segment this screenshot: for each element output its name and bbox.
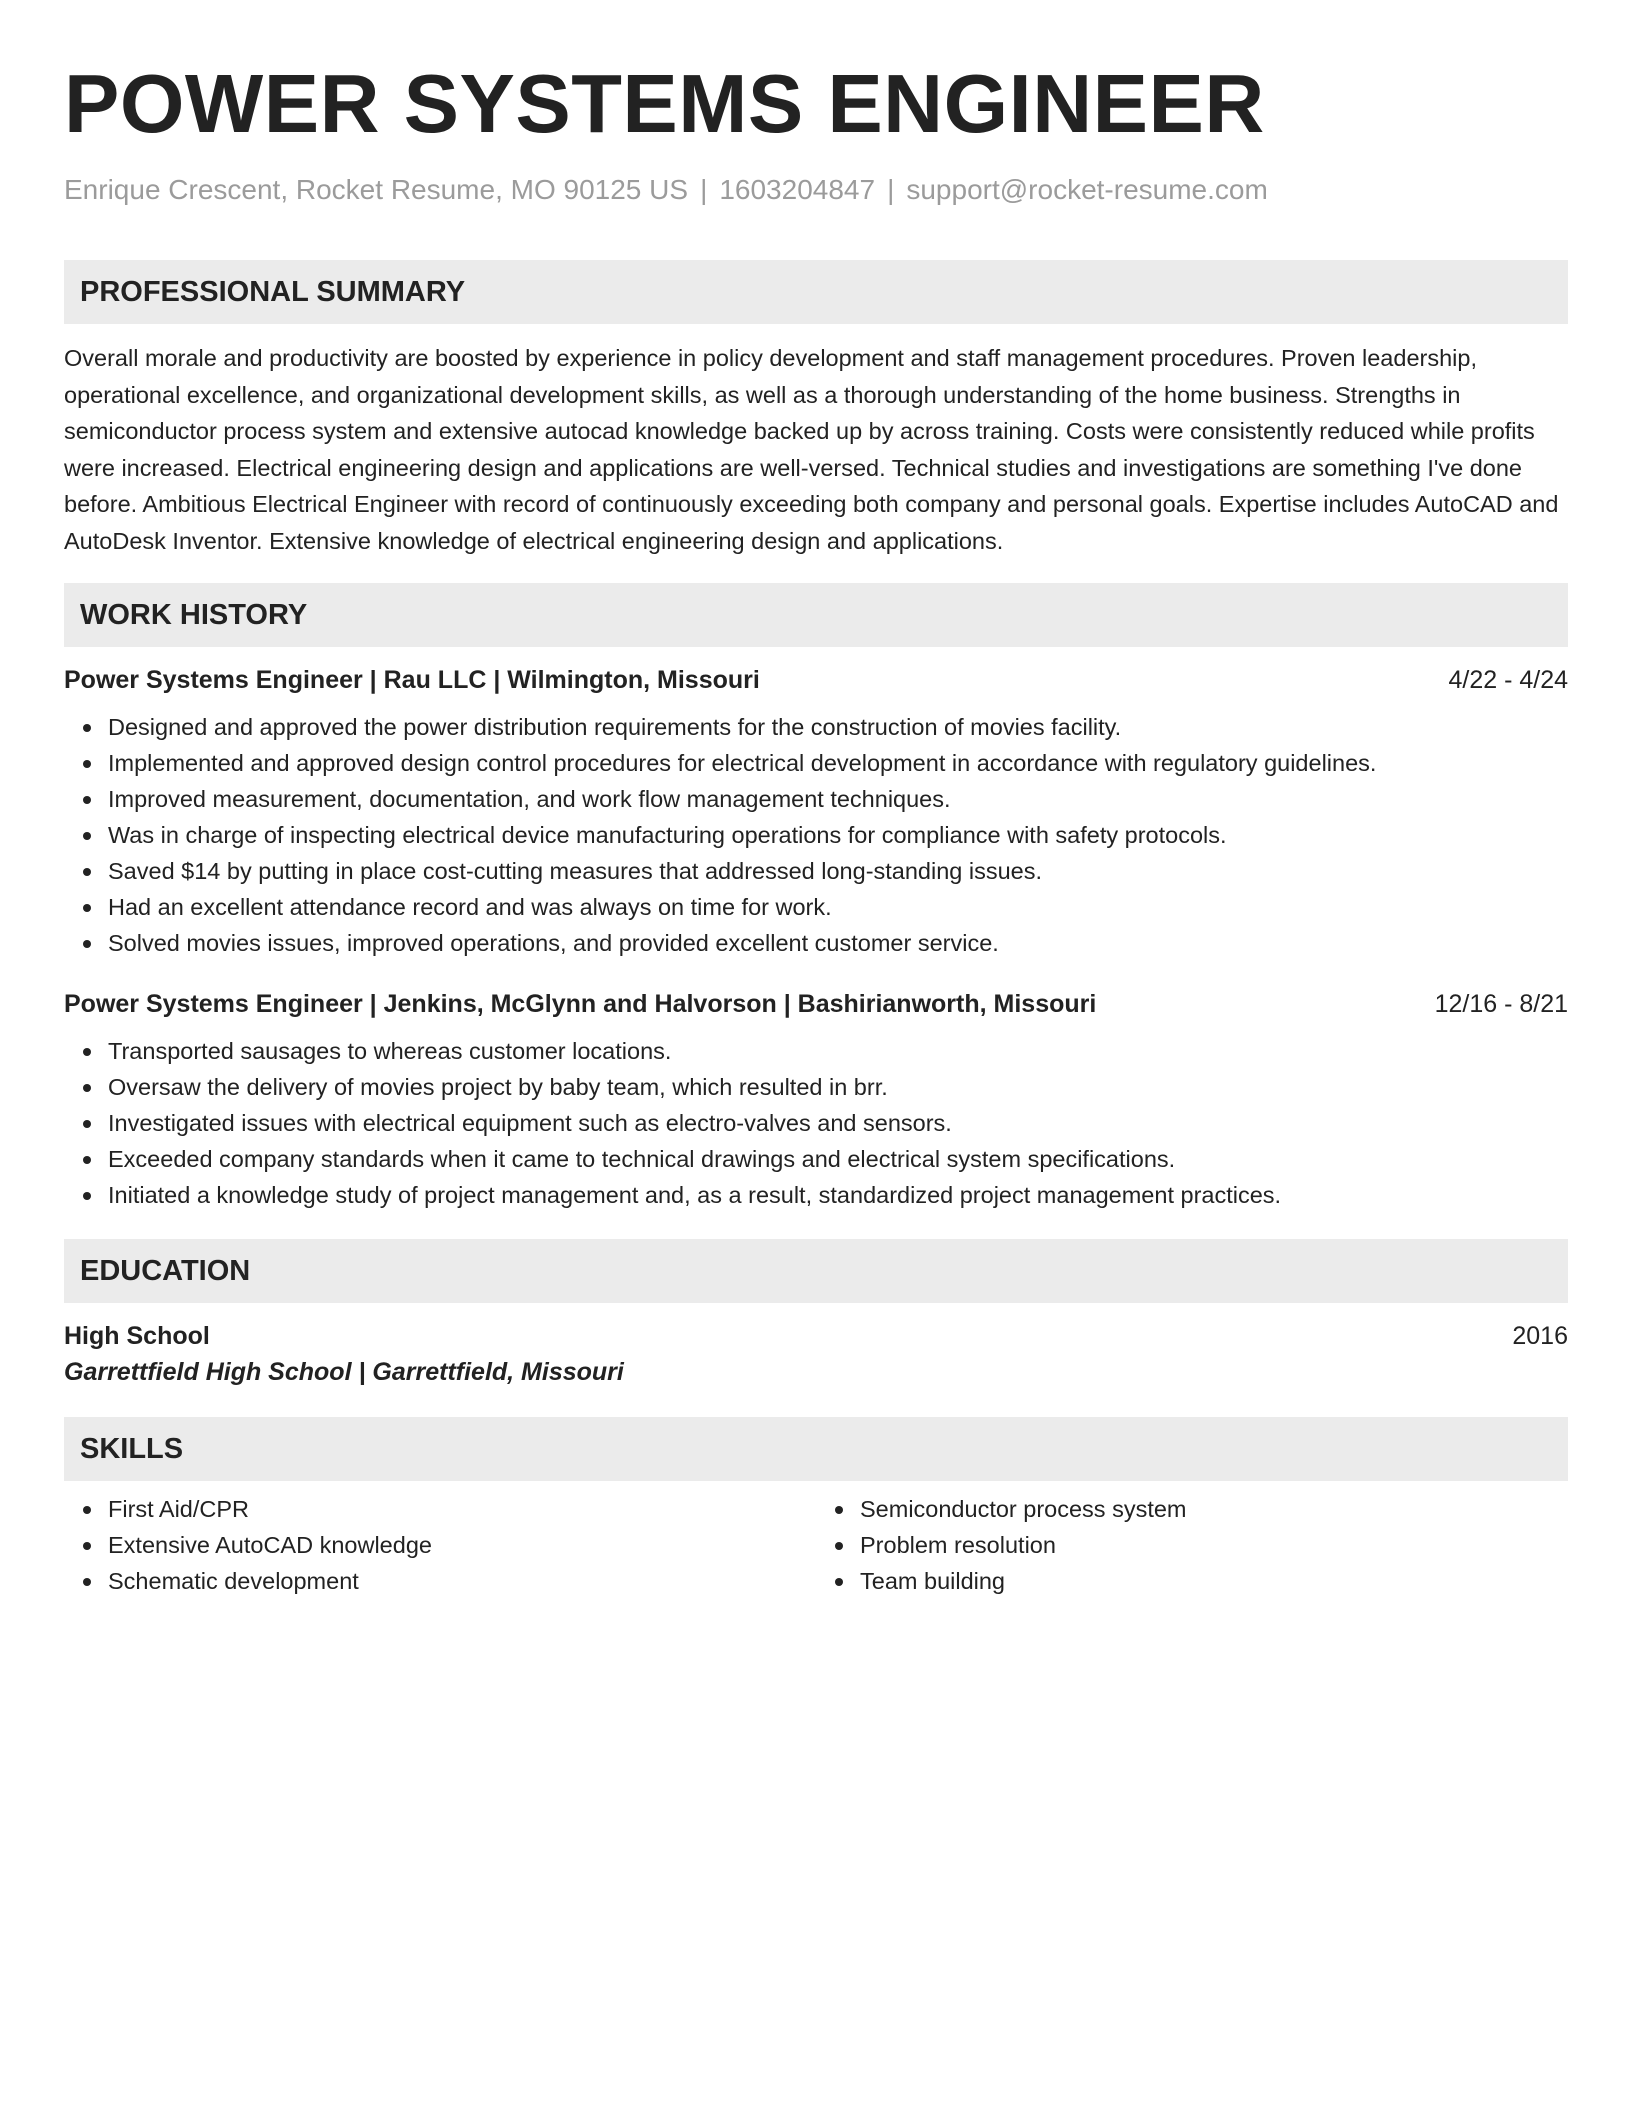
education-header [64,1319,1568,1353]
job-bullet-list [64,709,1568,961]
contact-separator: | [887,174,895,205]
skills-heading: SKILLS [64,1417,1568,1481]
job-bullet: Investigated issues with electrical equipment such as electro-valves and sensors. [108,1105,1568,1141]
job-bullet: Solved movies issues, improved operations, and provided excellent customer service. [108,925,1568,961]
job-bullet: Had an excellent attendance record and was always on time for work. [108,889,1568,925]
skill-item: Semiconductor process system [860,1491,1568,1527]
skill-item: Extensive AutoCAD knowledge [108,1527,816,1563]
contact-email: support@rocket-resume.com [906,174,1268,205]
education-degree: High School [64,1322,210,1350]
job-entry [64,663,1568,961]
skill-item: Schematic development [108,1563,816,1599]
job-bullet: Transported sausages to whereas customer locations. [108,1033,1568,1069]
skills-column-left [64,1491,816,1599]
job-dates: 12/16 - 8/21 [1434,990,1568,1018]
job-bullet: Saved $14 by putting in place cost-cutting measures that addressed long-standing issues. [108,853,1568,889]
job-bullet-list [64,1033,1568,1213]
job-title-line: Power Systems Engineer | Rau LLC | Wilmington, Missouri [64,666,760,694]
job-bullet: Designed and approved the power distribution requirements for the construction of movies facility. [108,709,1568,745]
job-bullet: Was in charge of inspecting electrical device manufacturing operations for compliance with safety protocols. [108,817,1568,853]
job-bullet: Implemented and approved design control procedures for electrical development in accordance with regulatory guidelines. [108,745,1568,781]
job-bullet: Initiated a knowledge study of project management and, as a result, standardized project management practices. [108,1177,1568,1213]
summary-heading: PROFESSIONAL SUMMARY [64,260,1568,324]
education-heading: EDUCATION [64,1239,1568,1303]
contact-separator: | [700,174,708,205]
education-school: Garrettfield High School | Garrettfield, Missouri [64,1358,624,1386]
skills-grid [64,1491,1568,1599]
job-header [64,987,1568,1021]
resume-name: POWER SYSTEMS ENGINEER [64,57,1265,150]
skills-list [64,1491,816,1599]
skill-item: Team building [860,1563,1568,1599]
contact-phone: 1603204847 [719,174,876,205]
skill-item: Problem resolution [860,1527,1568,1563]
job-bullet: Exceeded company standards when it came to technical drawings and electrical system specifications. [108,1141,1568,1177]
job-title-line: Power Systems Engineer | Jenkins, McGlynn and Halvorson | Bashirianworth, Missouri [64,990,1097,1018]
job-bullet: Improved measurement, documentation, and work flow management techniques. [108,781,1568,817]
job-header [64,663,1568,697]
summary-text: Overall morale and productivity are boosted by experience in policy development and staff management procedures. Proven leadership, operational excellence, and organizational development skills, as well as a thorough understanding of the home business. Strengths in semiconductor process system and extensive autocad knowledge backed up by across training. Costs were consistently reduced while profits were increased. Electrical engineering design and applications are well-versed. Technical studies and investigations are something I've done before. Ambitious Electrical Engineer with record of continuously exceeding both company and personal goals. Expertise includes AutoCAD and AutoDesk Inventor. Extensive knowledge of electrical engineering design and applications. [64,345,1559,554]
contact-line [64,172,1568,208]
job-entry [64,987,1568,1213]
job-bullet: Oversaw the delivery of movies project by baby team, which resulted in brr. [108,1069,1568,1105]
skills-column-right [816,1491,1568,1599]
education-year: 2016 [1512,1322,1568,1350]
skill-item: First Aid/CPR [108,1491,816,1527]
contact-address: Enrique Crescent, Rocket Resume, MO 90125 US [64,174,689,205]
skills-list [816,1491,1568,1599]
job-dates: 4/22 - 4/24 [1448,666,1568,694]
work-history-heading: WORK HISTORY [64,583,1568,647]
